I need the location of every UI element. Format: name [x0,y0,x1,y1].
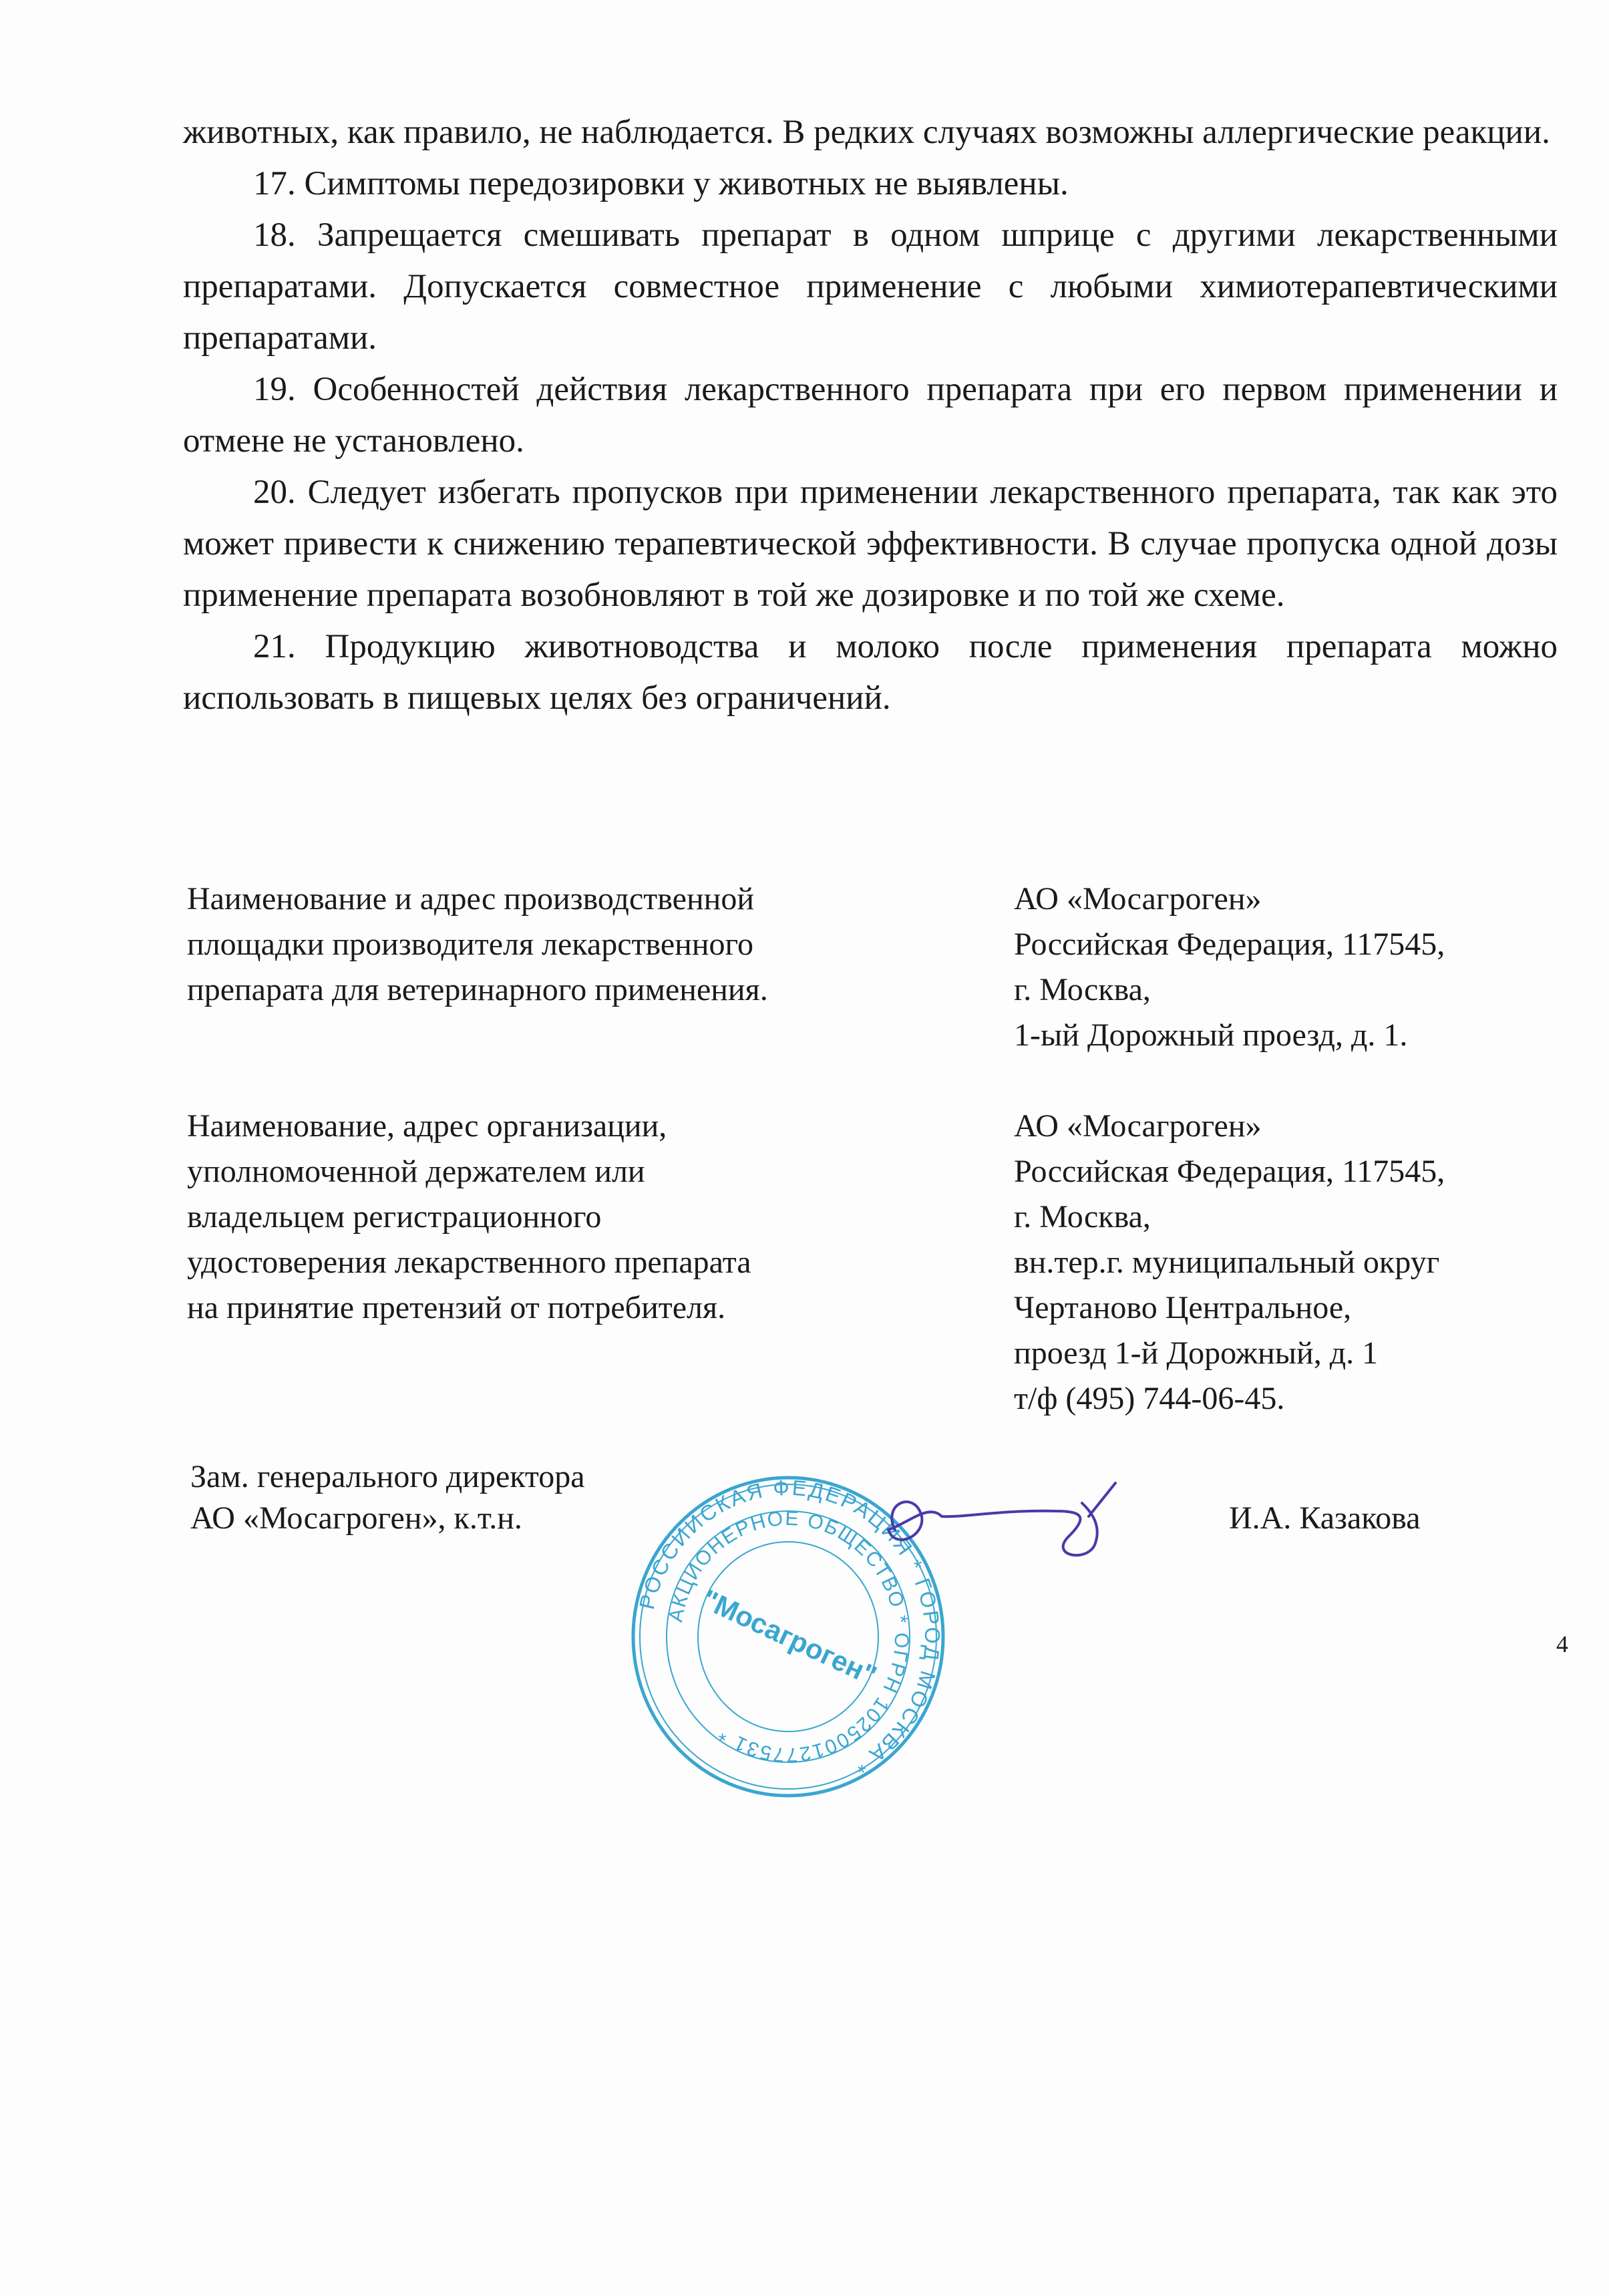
paragraph-20: 20. Следует избегать пропусков при применении лекарственного препарата, так как это может привести к снижению терапевтической эффективности. В случае пропуска одной дозы применение препарата возобновляют в той же дозировке и по той же схеме. [183,474,1558,614]
signatory-name: И.А. Казакова [1229,1500,1421,1536]
address-line: АО «Мосагроген» [1014,881,1262,917]
address-line: Российская Федерация, 117545, [1014,1154,1445,1189]
body-text [183,107,1558,724]
label-line: уполномоченной держателем или [187,1154,645,1189]
label-line: удостоверения лекарственного препарата [187,1245,751,1280]
address-line: Российская Федерация, 117545, [1014,927,1445,962]
address-line: 1-ый Дорожный проезд, д. 1. [1014,1017,1408,1053]
signatory-position [190,1456,585,1539]
label-line: Наименование, адрес организации, [187,1108,667,1144]
label-line: Наименование и адрес производственной [187,881,754,917]
paragraph-18: 18. Запрещается смешивать препарат в одном шприце с другими лекарственными препаратами. Допускается совместное применение с любыми химиотерапевтическими препаратами. [183,216,1558,357]
stamp-center-text: "Мосагроген" [697,1583,882,1691]
position-line: АО «Мосагроген», к.т.н. [190,1500,522,1536]
address-line: вн.тер.г. муниципальный округ [1014,1245,1440,1280]
position-line: Зам. генерального директора [190,1459,585,1494]
holder-address [1014,1104,1445,1422]
address-line: т/ф (495) 744-06-45. [1014,1381,1285,1416]
manufacturer-label [187,876,768,1013]
stamp-inner-text: АКЦИОНЕРНОЕ ОБЩЕСТВО * ОГРН 1025001277531 * [665,1507,913,1766]
label-line: владельцем регистрационного [187,1199,602,1235]
holder-label [187,1104,751,1331]
paragraph-continuation: животных, как правило, не наблюдается. В редких случаях возможны аллергические реакции. [183,114,1550,151]
address-line: проезд 1-й Дорожный, д. 1 [1014,1335,1379,1371]
page-number: 4 [1556,1631,1568,1657]
paragraph-21: 21. Продукцию животноводства и молоко после применения препарата можно использовать в пищевых целях без ограничений. [183,628,1558,717]
address-line: Чертаново Центральное, [1014,1290,1352,1325]
address-line: г. Москва, [1014,1199,1151,1235]
manufacturer-address [1014,876,1445,1058]
paragraph-19: 19. Особенностей действия лекарственного препарата при его первом применении и отмене не установлено. [183,371,1558,460]
address-line: г. Москва, [1014,972,1151,1007]
handwritten-signature [868,1476,1122,1570]
label-line: препарата для ветеринарного применения. [187,972,768,1007]
label-line: площадки производителя лекарственного [187,927,754,962]
label-line: на принятие претензий от потребителя. [187,1290,726,1325]
stamp-outer-text: РОССИЙСКАЯ ФЕДЕРАЦИЯ * ГОРОД МОСКВА * [634,1475,945,1780]
address-line: АО «Мосагроген» [1014,1108,1262,1144]
paragraph-17: 17. Симптомы передозировки у животных не выявлены. [253,165,1069,202]
